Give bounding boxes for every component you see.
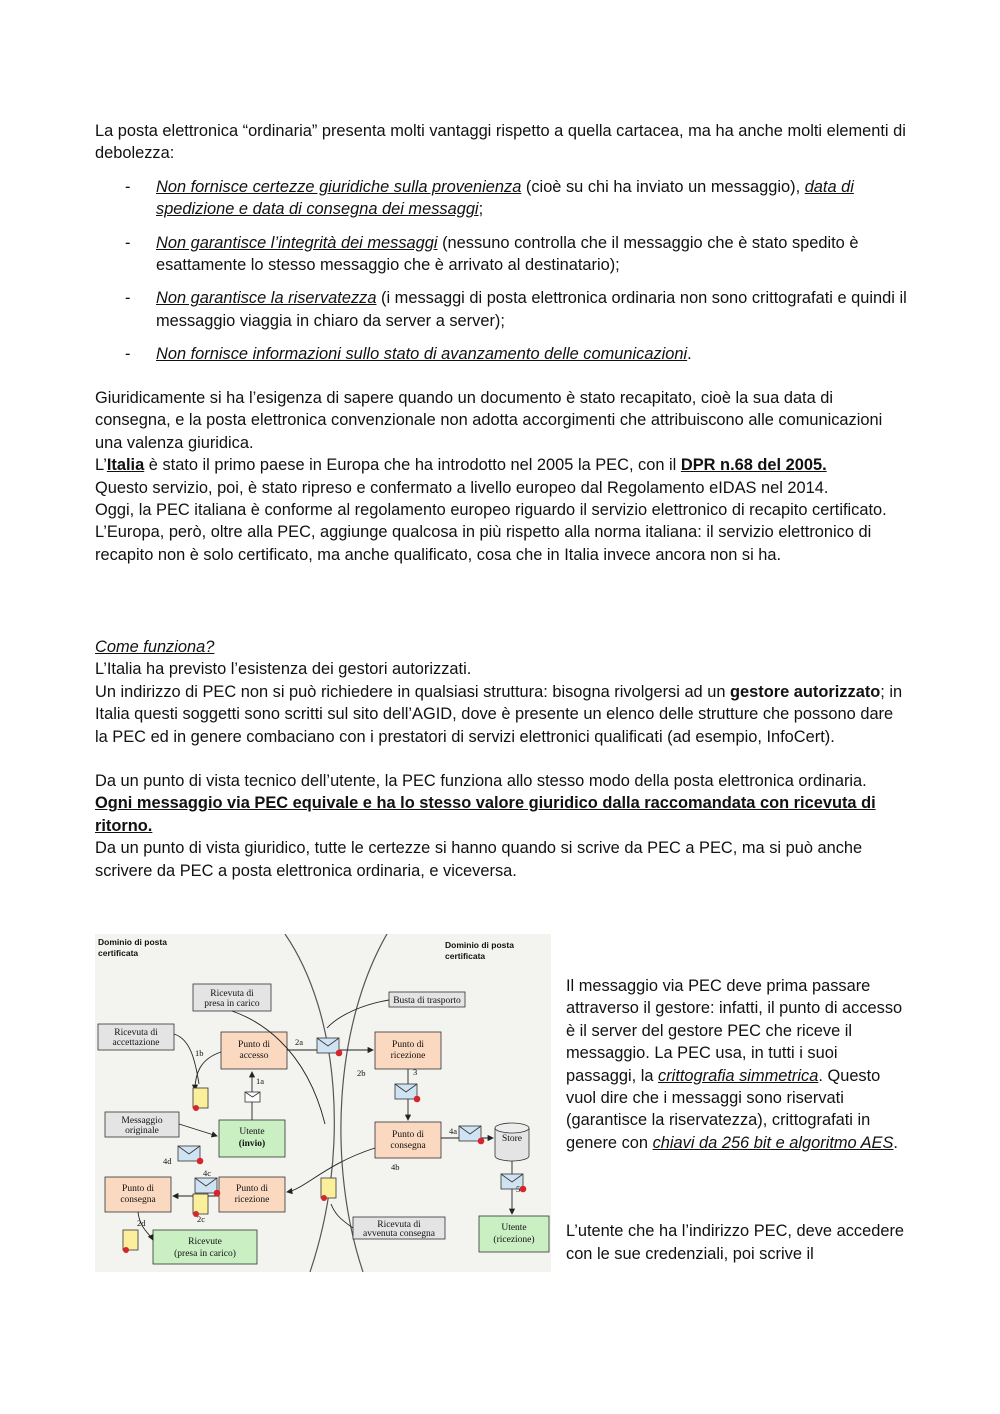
- document-icon: [193, 1088, 208, 1111]
- text-run: .: [893, 1133, 898, 1152]
- punto-ricezione-left-box: [219, 1177, 285, 1212]
- domain-left-title: certificata: [98, 948, 139, 958]
- messaggio-originale-box: [105, 1112, 179, 1137]
- label: (presa in carico): [174, 1249, 236, 1259]
- step-label: 4b: [391, 1162, 400, 1172]
- punto-consegna-left-box: [105, 1177, 171, 1212]
- step-label: 2c: [197, 1214, 206, 1224]
- step-label: 4c: [203, 1168, 212, 1178]
- list-item-emphasis: data di spedizione e data di consegna dei messaggi: [156, 177, 854, 219]
- how-section: [95, 636, 907, 882]
- ricevute-box: [153, 1230, 257, 1264]
- label: accesso: [239, 1051, 269, 1061]
- label: ricezione: [390, 1051, 426, 1061]
- label: Ricevute: [188, 1237, 222, 1247]
- envelope-icon: [195, 1178, 220, 1196]
- pec-flow-diagram: [95, 934, 551, 1272]
- label: Ricevuta di: [114, 1028, 158, 1038]
- store-cylinder: [495, 1123, 529, 1161]
- step-label: 4a: [449, 1126, 458, 1136]
- list-dash: -: [125, 289, 131, 308]
- side-section: [566, 975, 908, 1265]
- weakness-list: [95, 176, 907, 366]
- pec-flow-svg: [95, 934, 551, 1272]
- label: presa in carico: [204, 999, 260, 1009]
- text-run: ; in Italia questi soggetti sono scritti sul sito dell’AGID, dove è presente un elenco delle strutture che possono dare la PEC ed in genere combaciano con i prestatori di servizi elettronici qualificati (ad esempio, InfoCert).: [95, 682, 903, 746]
- step-label: 3: [413, 1067, 418, 1077]
- domain-boundary-left: [285, 934, 334, 1272]
- label: Punto di: [392, 1040, 424, 1050]
- section-heading: Come funziona?: [95, 638, 215, 656]
- how-paragraph: [95, 681, 907, 748]
- step-label: 1a: [256, 1076, 265, 1086]
- plain-envelope-icon: [245, 1092, 260, 1102]
- step-label: 5: [516, 1184, 521, 1194]
- list-item: [95, 343, 907, 365]
- envelope-icon: [178, 1146, 203, 1164]
- step-label: 4d: [163, 1156, 172, 1166]
- list-item-text: (i messaggi di posta elettronica ordinaria non sono crittografati e quindi il messaggio viaggia in chiaro da server a server);: [156, 289, 907, 330]
- label: accettazione: [112, 1038, 160, 1048]
- intro-section: [95, 120, 907, 377]
- label: Ricevuta di: [210, 989, 254, 999]
- list-dash: -: [125, 345, 131, 364]
- how-emphasis-paragraph: Ogni messaggio via PEC equivale e ha lo stesso valore giuridico dalla raccomandata con ricevuta di ritorno.: [95, 794, 876, 835]
- gestore-emphasis: gestore autorizzato: [730, 682, 881, 701]
- how-paragraph: Da un punto di vista tecnico dell’utente, la PEC funziona allo stesso modo della posta elettronica ordinaria.: [95, 772, 867, 791]
- step-label: 2d: [137, 1218, 146, 1228]
- list-dash: -: [125, 233, 131, 252]
- label: Punto di: [392, 1130, 424, 1140]
- label: Punto di: [238, 1040, 270, 1050]
- utente-invio-box: [219, 1120, 285, 1157]
- how-paragraph: Da un punto di vista giuridico, tutte le certezze si hanno quando si scrive da PEC a PEC, ma si può anche scrivere da PEC a posta elettronica ordinaria, e viceversa.: [95, 839, 863, 880]
- step-label: 2b: [357, 1068, 366, 1078]
- label: Utente: [501, 1223, 527, 1233]
- list-item: [95, 176, 907, 221]
- document-icon: [321, 1178, 336, 1201]
- text-run: Il messaggio via PEC deve prima passare attraverso il gestore: infatti, il punto di accesso è il server del gestore PEC che riceve il messaggio. La PEC usa, in tutti i suoi passaggi, la: [566, 977, 903, 1085]
- label: avvenuta consegna: [362, 1229, 436, 1239]
- list-dash: -: [125, 177, 131, 196]
- intro-paragraph: La posta elettronica “ordinaria” presenta molti vantaggi rispetto a quella cartacea, ma ha anche molti elementi di debolezza:: [95, 122, 906, 163]
- how-paragraph: L’Italia ha previsto l’esistenza dei gestori autorizzati.: [95, 660, 472, 679]
- busta-trasporto-box: [389, 992, 465, 1007]
- list-item-emphasis: Non fornisce certezze giuridiche sulla provenienza: [156, 177, 522, 196]
- text-run: . Questo vuol dire che i messaggi sono riservati (garantisce la riservatezza), crittografati in genere con: [566, 1066, 881, 1152]
- crittografia-emphasis: crittografia simmetrica: [658, 1066, 819, 1085]
- side-paragraph: [566, 975, 908, 1154]
- text-run: Un indirizzo di PEC non si può richiedere in qualsiasi struttura: bisogna rivolgersi ad un: [95, 682, 731, 701]
- legal-paragraph: [95, 454, 907, 476]
- label: Punto di: [122, 1184, 154, 1194]
- domain-right-title: certificata: [445, 951, 486, 961]
- list-item-emphasis: Non fornisce informazioni sullo stato di avanzamento delle comunicazioni: [156, 345, 688, 364]
- italia-emphasis: Italia: [106, 456, 145, 475]
- list-item-emphasis: Non garantisce l’integrità dei messaggi: [156, 233, 438, 252]
- text-run: è stato il primo paese in Europa che ha introdotto nel 2005 la PEC, con il: [144, 456, 681, 475]
- legal-paragraph: Oggi, la PEC italiana è conforme al regolamento europeo riguardo il servizio elettronico di recapito certificato.: [95, 501, 887, 520]
- list-item-emphasis: Non garantisce la riservatezza: [156, 289, 377, 308]
- ricevuta-accettazione-box: [98, 1024, 174, 1050]
- label: (invio): [238, 1139, 266, 1149]
- label: (ricezione): [493, 1235, 535, 1245]
- list-item-text: .: [687, 345, 692, 364]
- envelope-icon: [501, 1174, 526, 1192]
- label: Ricevuta di: [377, 1220, 421, 1230]
- label: Busta di trasporto: [393, 996, 461, 1006]
- ricevuta-avvenuta-box: [353, 1217, 445, 1239]
- list-item: [95, 232, 907, 277]
- document-icon: [123, 1230, 138, 1253]
- domain-right-title: Dominio di posta: [445, 940, 514, 950]
- list-item-text: (cioè su chi ha inviato un messaggio),: [521, 177, 805, 196]
- list-item: [95, 287, 907, 332]
- list-item-text: ;: [478, 200, 484, 219]
- label: Messaggio: [121, 1116, 163, 1126]
- ricevuta-presa-box: [193, 984, 271, 1011]
- side-paragraph: L’utente che ha l’indirizzo PEC, deve accedere con le sue credenziali, poi scrive il: [566, 1222, 905, 1263]
- punto-consegna-right-box: [375, 1122, 441, 1158]
- spacer: [95, 748, 907, 770]
- label: originale: [125, 1126, 159, 1136]
- label: Punto di: [236, 1184, 268, 1194]
- spacer: [566, 1198, 908, 1220]
- dpr-reference: DPR n.68 del 2005.: [680, 456, 827, 475]
- text-run: L’: [95, 456, 107, 475]
- label: ricezione: [234, 1195, 270, 1205]
- aes-emphasis: chiavi da 256 bit e algoritmo AES: [652, 1133, 894, 1152]
- label: consegna: [390, 1141, 426, 1151]
- step-label: 1b: [195, 1048, 204, 1058]
- legal-paragraph: Questo servizio, poi, è stato ripreso e confermato a livello europeo dal Regolamento eIDAS nel 2014.: [95, 478, 829, 497]
- legal-section: [95, 387, 907, 566]
- step-label: 2a: [295, 1037, 304, 1047]
- utente-ricezione-box: [479, 1216, 549, 1252]
- list-item-text: (nessuno controlla che il messaggio che è stato spedito è esattamente lo stesso messaggio che è arrivato al destinatario);: [156, 233, 859, 275]
- spacer: [566, 1154, 908, 1198]
- punto-ricezione-right-box: [375, 1032, 441, 1069]
- label: Store: [501, 1134, 523, 1144]
- envelope-icon: [459, 1126, 484, 1144]
- legal-paragraph: Giuridicamente si ha l’esigenza di sapere quando un documento è stato recapitato, cioè la sua data di consegna, e la posta elettronica convenzionale non adotta accorgimenti che attribuiscono alle comunicazioni una valenza giuridica.: [95, 389, 883, 452]
- label: consegna: [120, 1195, 156, 1205]
- legal-paragraph: L’Europa, però, oltre alla PEC, aggiunge qualcosa in più rispetto alla norma italiana: il servizio elettronico di recapito non è solo certificato, ma anche qualificato, cosa che in Italia invece ancora non si ha.: [95, 523, 872, 564]
- label: Utente: [239, 1127, 265, 1137]
- domain-left-title: Dominio di posta: [98, 937, 167, 947]
